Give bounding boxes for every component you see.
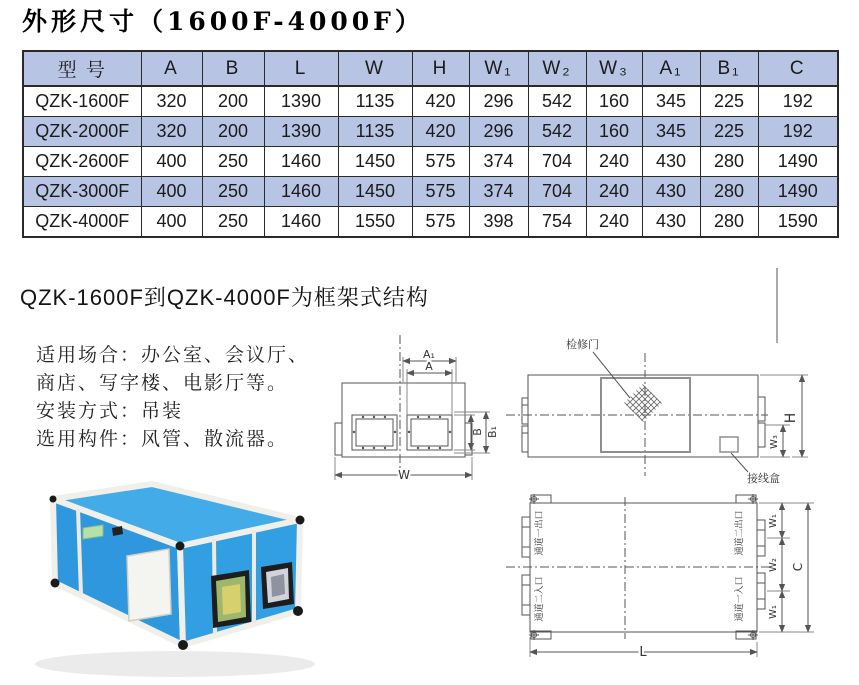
access-door-label: 检修门 bbox=[566, 338, 599, 351]
value-cell: 542 bbox=[528, 86, 586, 117]
dim-label-c: C bbox=[791, 562, 805, 572]
column-header-8: W₃ bbox=[586, 51, 642, 86]
info-block bbox=[36, 342, 309, 454]
table-row bbox=[23, 147, 838, 177]
dim-label-b1: B₁ bbox=[486, 426, 499, 438]
column-header-0: 型 号 bbox=[23, 51, 141, 86]
side-view-drawing bbox=[498, 258, 859, 485]
junction-box-photo bbox=[127, 549, 171, 621]
table-row bbox=[23, 207, 838, 238]
model-cell: QZK-2000F bbox=[23, 117, 141, 147]
channel-label-left-top: 通道一出口 bbox=[535, 510, 545, 556]
value-cell: 1550 bbox=[338, 207, 412, 238]
value-cell: 1460 bbox=[264, 147, 338, 177]
dimensions-table bbox=[22, 50, 839, 238]
product-label-sticker bbox=[83, 525, 103, 539]
value-cell: 374 bbox=[469, 177, 528, 207]
junction-box-label: 接线盒 bbox=[747, 472, 780, 485]
corner-cap bbox=[296, 516, 305, 525]
column-header-3: L bbox=[264, 51, 338, 86]
dim-label-l: L bbox=[639, 645, 647, 660]
value-cell: 1490 bbox=[758, 177, 838, 207]
value-cell: 345 bbox=[642, 86, 700, 117]
column-header-2: B bbox=[202, 51, 264, 86]
corner-cap bbox=[176, 542, 185, 551]
value-cell: 1490 bbox=[758, 147, 838, 177]
outlet-flange-right bbox=[758, 397, 765, 447]
value-cell: 575 bbox=[412, 147, 469, 177]
column-header-9: A₁ bbox=[642, 51, 700, 86]
value-cell: 1450 bbox=[338, 177, 412, 207]
value-cell: 296 bbox=[469, 117, 528, 147]
duct-flange-left-bottom bbox=[522, 575, 530, 615]
inlet-flange-left bbox=[522, 398, 528, 452]
column-header-10: B₁ bbox=[700, 51, 758, 86]
value-cell: 1590 bbox=[758, 207, 838, 238]
plan-view-drawing bbox=[498, 487, 859, 677]
info-line: 商店、写字楼、电影厅等。 bbox=[36, 373, 289, 394]
channel-label-right-top: 通道二出口 bbox=[735, 510, 745, 556]
value-cell: 280 bbox=[700, 147, 758, 177]
dim-label-w: W bbox=[398, 468, 410, 482]
duct-flange-left-top bbox=[522, 517, 530, 557]
structure-note: QZK-1600F到QZK-4000F为框架式结构 bbox=[20, 285, 429, 310]
value-cell: 200 bbox=[202, 86, 264, 117]
value-cell: 200 bbox=[202, 117, 264, 147]
column-header-4: W bbox=[338, 51, 412, 86]
value-cell: 1450 bbox=[338, 147, 412, 177]
value-cell: 250 bbox=[202, 207, 264, 238]
value-cell: 280 bbox=[700, 207, 758, 238]
value-cell: 160 bbox=[586, 117, 642, 147]
hanger-bracket-top-right bbox=[736, 494, 758, 504]
dim-label-a1: A₁ bbox=[423, 348, 435, 361]
value-cell: 240 bbox=[586, 177, 642, 207]
value-cell: 400 bbox=[141, 207, 202, 238]
value-cell: 430 bbox=[642, 207, 700, 238]
access-door-hatch bbox=[624, 384, 662, 422]
dim-label-w3: W₃ bbox=[769, 435, 780, 449]
corner-cap bbox=[293, 606, 303, 616]
junction-box-leader bbox=[731, 453, 748, 472]
value-cell: 704 bbox=[528, 147, 586, 177]
dim-label-w1-top: W₁ bbox=[768, 514, 779, 528]
hanger-bracket-bottom-right bbox=[736, 630, 758, 640]
model-cell: QZK-3000F bbox=[23, 177, 141, 207]
value-cell: 320 bbox=[141, 117, 202, 147]
value-cell: 374 bbox=[469, 147, 528, 177]
value-cell: 754 bbox=[528, 207, 586, 238]
value-cell: 704 bbox=[528, 177, 586, 207]
value-cell: 420 bbox=[412, 86, 469, 117]
corner-cap bbox=[178, 640, 188, 650]
value-cell: 1135 bbox=[338, 117, 412, 147]
value-cell: 240 bbox=[586, 147, 642, 177]
table-row bbox=[23, 117, 838, 147]
duct-flange-left bbox=[352, 415, 397, 450]
end-view-drawing bbox=[325, 332, 515, 482]
junction-box bbox=[720, 437, 738, 452]
value-cell: 400 bbox=[141, 177, 202, 207]
value-cell: 430 bbox=[642, 177, 700, 207]
info-line: 安装方式：吊装 bbox=[36, 401, 184, 422]
column-header-6: W₁ bbox=[469, 51, 528, 86]
value-cell: 575 bbox=[412, 177, 469, 207]
column-header-7: W₂ bbox=[528, 51, 586, 86]
value-cell: 420 bbox=[412, 117, 469, 147]
value-cell: 1460 bbox=[264, 207, 338, 238]
value-cell: 345 bbox=[642, 117, 700, 147]
column-header-1: A bbox=[141, 51, 202, 86]
value-cell: 250 bbox=[202, 147, 264, 177]
duct-flange-right bbox=[407, 415, 452, 450]
corner-cap bbox=[51, 579, 60, 588]
product-photo bbox=[15, 468, 335, 685]
table-row bbox=[23, 86, 838, 117]
info-line: 选用构件：风管、散流器。 bbox=[36, 429, 289, 450]
column-header-5: H bbox=[412, 51, 469, 86]
table-header-row bbox=[23, 51, 838, 86]
duct-flange-right-top bbox=[757, 520, 765, 556]
value-cell: 192 bbox=[758, 86, 838, 117]
window-1-filter bbox=[222, 584, 241, 615]
value-cell: 192 bbox=[758, 117, 838, 147]
value-cell: 225 bbox=[700, 117, 758, 147]
hanger-bracket-bottom-left bbox=[529, 630, 551, 640]
photo-shadow bbox=[35, 651, 315, 677]
value-cell: 240 bbox=[586, 207, 642, 238]
value-cell: 225 bbox=[700, 86, 758, 117]
dim-label-w1-bottom: W₁ bbox=[768, 605, 779, 619]
duct-flange-right-bottom bbox=[757, 573, 765, 609]
window-2-glass bbox=[271, 574, 285, 597]
value-cell: 398 bbox=[469, 207, 528, 238]
value-cell: 280 bbox=[700, 177, 758, 207]
value-cell: 430 bbox=[642, 147, 700, 177]
value-cell: 1460 bbox=[264, 177, 338, 207]
model-cell: QZK-2600F bbox=[23, 147, 141, 177]
value-cell: 250 bbox=[202, 177, 264, 207]
page-title: 外形尺寸（1600F-4000F） bbox=[22, 7, 424, 36]
value-cell: 1390 bbox=[264, 86, 338, 117]
model-cell: QZK-1600F bbox=[23, 86, 141, 117]
hanger-bracket-top-left bbox=[529, 494, 551, 504]
value-cell: 1135 bbox=[338, 86, 412, 117]
table-row bbox=[23, 177, 838, 207]
value-cell: 542 bbox=[528, 117, 586, 147]
corner-cap bbox=[50, 496, 57, 503]
info-line: 适用场合：办公室、会议厅、 bbox=[36, 345, 310, 366]
value-cell: 575 bbox=[412, 207, 469, 238]
dim-label-w2: W₂ bbox=[768, 558, 779, 572]
dim-label-b: B bbox=[471, 428, 484, 436]
channel-label-left-bottom: 通道二入口 bbox=[535, 576, 545, 622]
column-header-11: C bbox=[758, 51, 838, 86]
value-cell: 160 bbox=[586, 86, 642, 117]
value-cell: 296 bbox=[469, 86, 528, 117]
value-cell: 1390 bbox=[264, 117, 338, 147]
value-cell: 320 bbox=[141, 86, 202, 117]
dim-label-a: A bbox=[425, 360, 433, 373]
channel-label-right-bottom: 通道一入口 bbox=[735, 576, 745, 622]
value-cell: 400 bbox=[141, 147, 202, 177]
table-body bbox=[23, 86, 838, 237]
model-cell: QZK-4000F bbox=[23, 207, 141, 238]
dim-label-h: H bbox=[783, 412, 799, 424]
hanger-tab-left bbox=[335, 423, 342, 455]
